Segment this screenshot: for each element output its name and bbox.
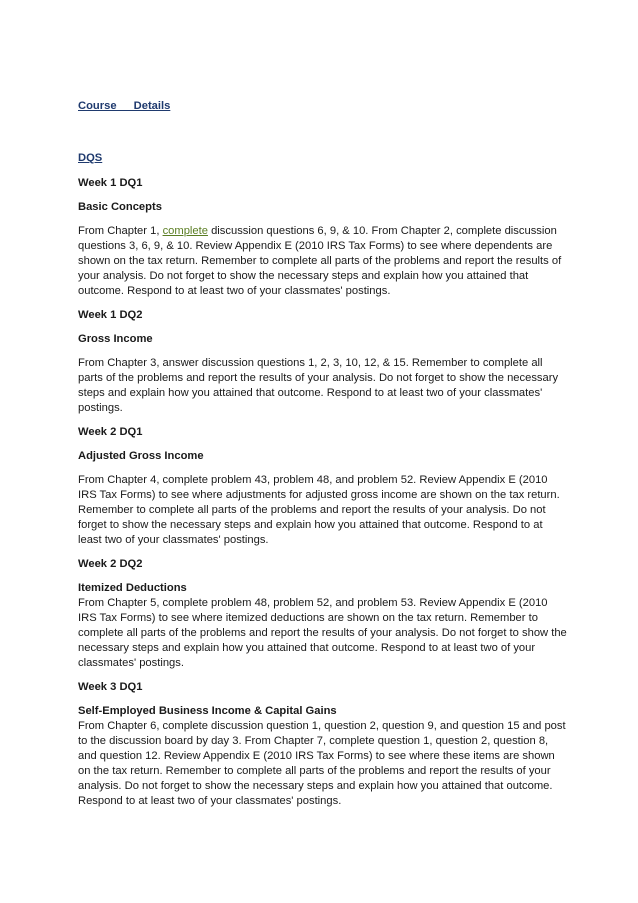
- section-body: From Chapter 6, complete discussion question 1, question 2, question 9, and question 15 and post to the discussion board by day 3. From Chapter 7, complete question 1, question 2, question 8, and question 12. Review Appendix E (2010 IRS Tax Forms) to see where these items are shown on the tax return. Remember to complete all parts of the problems and report the results of your analysis. Do not forget to show the necessary steps and explain how you attained that outcome. Respond to at least two of your classmates' postings.: [78, 720, 566, 807]
- section-title: Itemized Deductions: [78, 582, 187, 594]
- section-week2-dq2: [78, 557, 568, 671]
- section-body: [78, 224, 568, 299]
- section-title: Gross Income: [78, 333, 153, 345]
- dqs-link[interactable]: DQS: [78, 152, 103, 164]
- body-text-end: discussion questions 6, 9, & 10. From Chapter 2, complete discussion questions 3, 6, 9, & 10. Review Appendix E (2010 IRS Tax Forms) to see where dependents are shown on the tax return. Remember to complete all parts of the problems and report the results of your analysis. Do not forget to show the necessary steps and explain how you attained that outcome. Respond to at least two of your classmates' postings.: [78, 225, 562, 297]
- section-title: Basic Concepts: [78, 201, 162, 213]
- section-body: From Chapter 5, complete problem 48, problem 52, and problem 53. Review Appendix E (2010 IRS Tax Forms) to see where itemized deductions are shown on the tax return. Remember to complete all parts of the problems and report the results of your analysis. Do not forget to show the necessary steps and explain how you attained that outcome. Respond to at least two of your classmates' postings.: [78, 597, 567, 669]
- section-title: Adjusted Gross Income: [78, 450, 204, 462]
- week-heading: Week 1 DQ2: [78, 309, 143, 321]
- week-heading: Week 2 DQ2: [78, 558, 143, 570]
- section-week2-dq1: [78, 425, 568, 548]
- section-title: Self-Employed Business Income & Capital Gains: [78, 705, 337, 717]
- section-body: From Chapter 3, answer discussion questions 1, 2, 3, 10, 12, & 15. Remember to complete all parts of the problems and report the results of your analysis. Do not forget to show the necessary steps and explain how you attained that outcome. Respond to at least two of your classmates' postings.: [78, 357, 559, 414]
- course-details-link[interactable]: Course Details: [78, 100, 171, 112]
- section-week1-dq1: [78, 176, 568, 299]
- section-week1-dq2: [78, 308, 568, 416]
- week-heading: Week 3 DQ1: [78, 681, 143, 693]
- section-body: From Chapter 4, complete problem 43, problem 48, and problem 52. Review Appendix E (2010 IRS Tax Forms) to see where adjustments for adjusted gross income are shown on the tax return. Remember to complete all parts of the problems and report the results of your analysis. Do not forget to show the necessary steps and explain how you attained that outcome. Respond to at least two of your classmates' postings.: [78, 474, 560, 546]
- document-content: [78, 99, 568, 818]
- week-heading: Week 1 DQ1: [78, 177, 143, 189]
- body-text-start: From Chapter 1,: [78, 225, 163, 237]
- section-week3-dq1: [78, 680, 568, 809]
- complete-link[interactable]: complete: [162, 225, 208, 237]
- week-heading: Week 2 DQ1: [78, 426, 143, 438]
